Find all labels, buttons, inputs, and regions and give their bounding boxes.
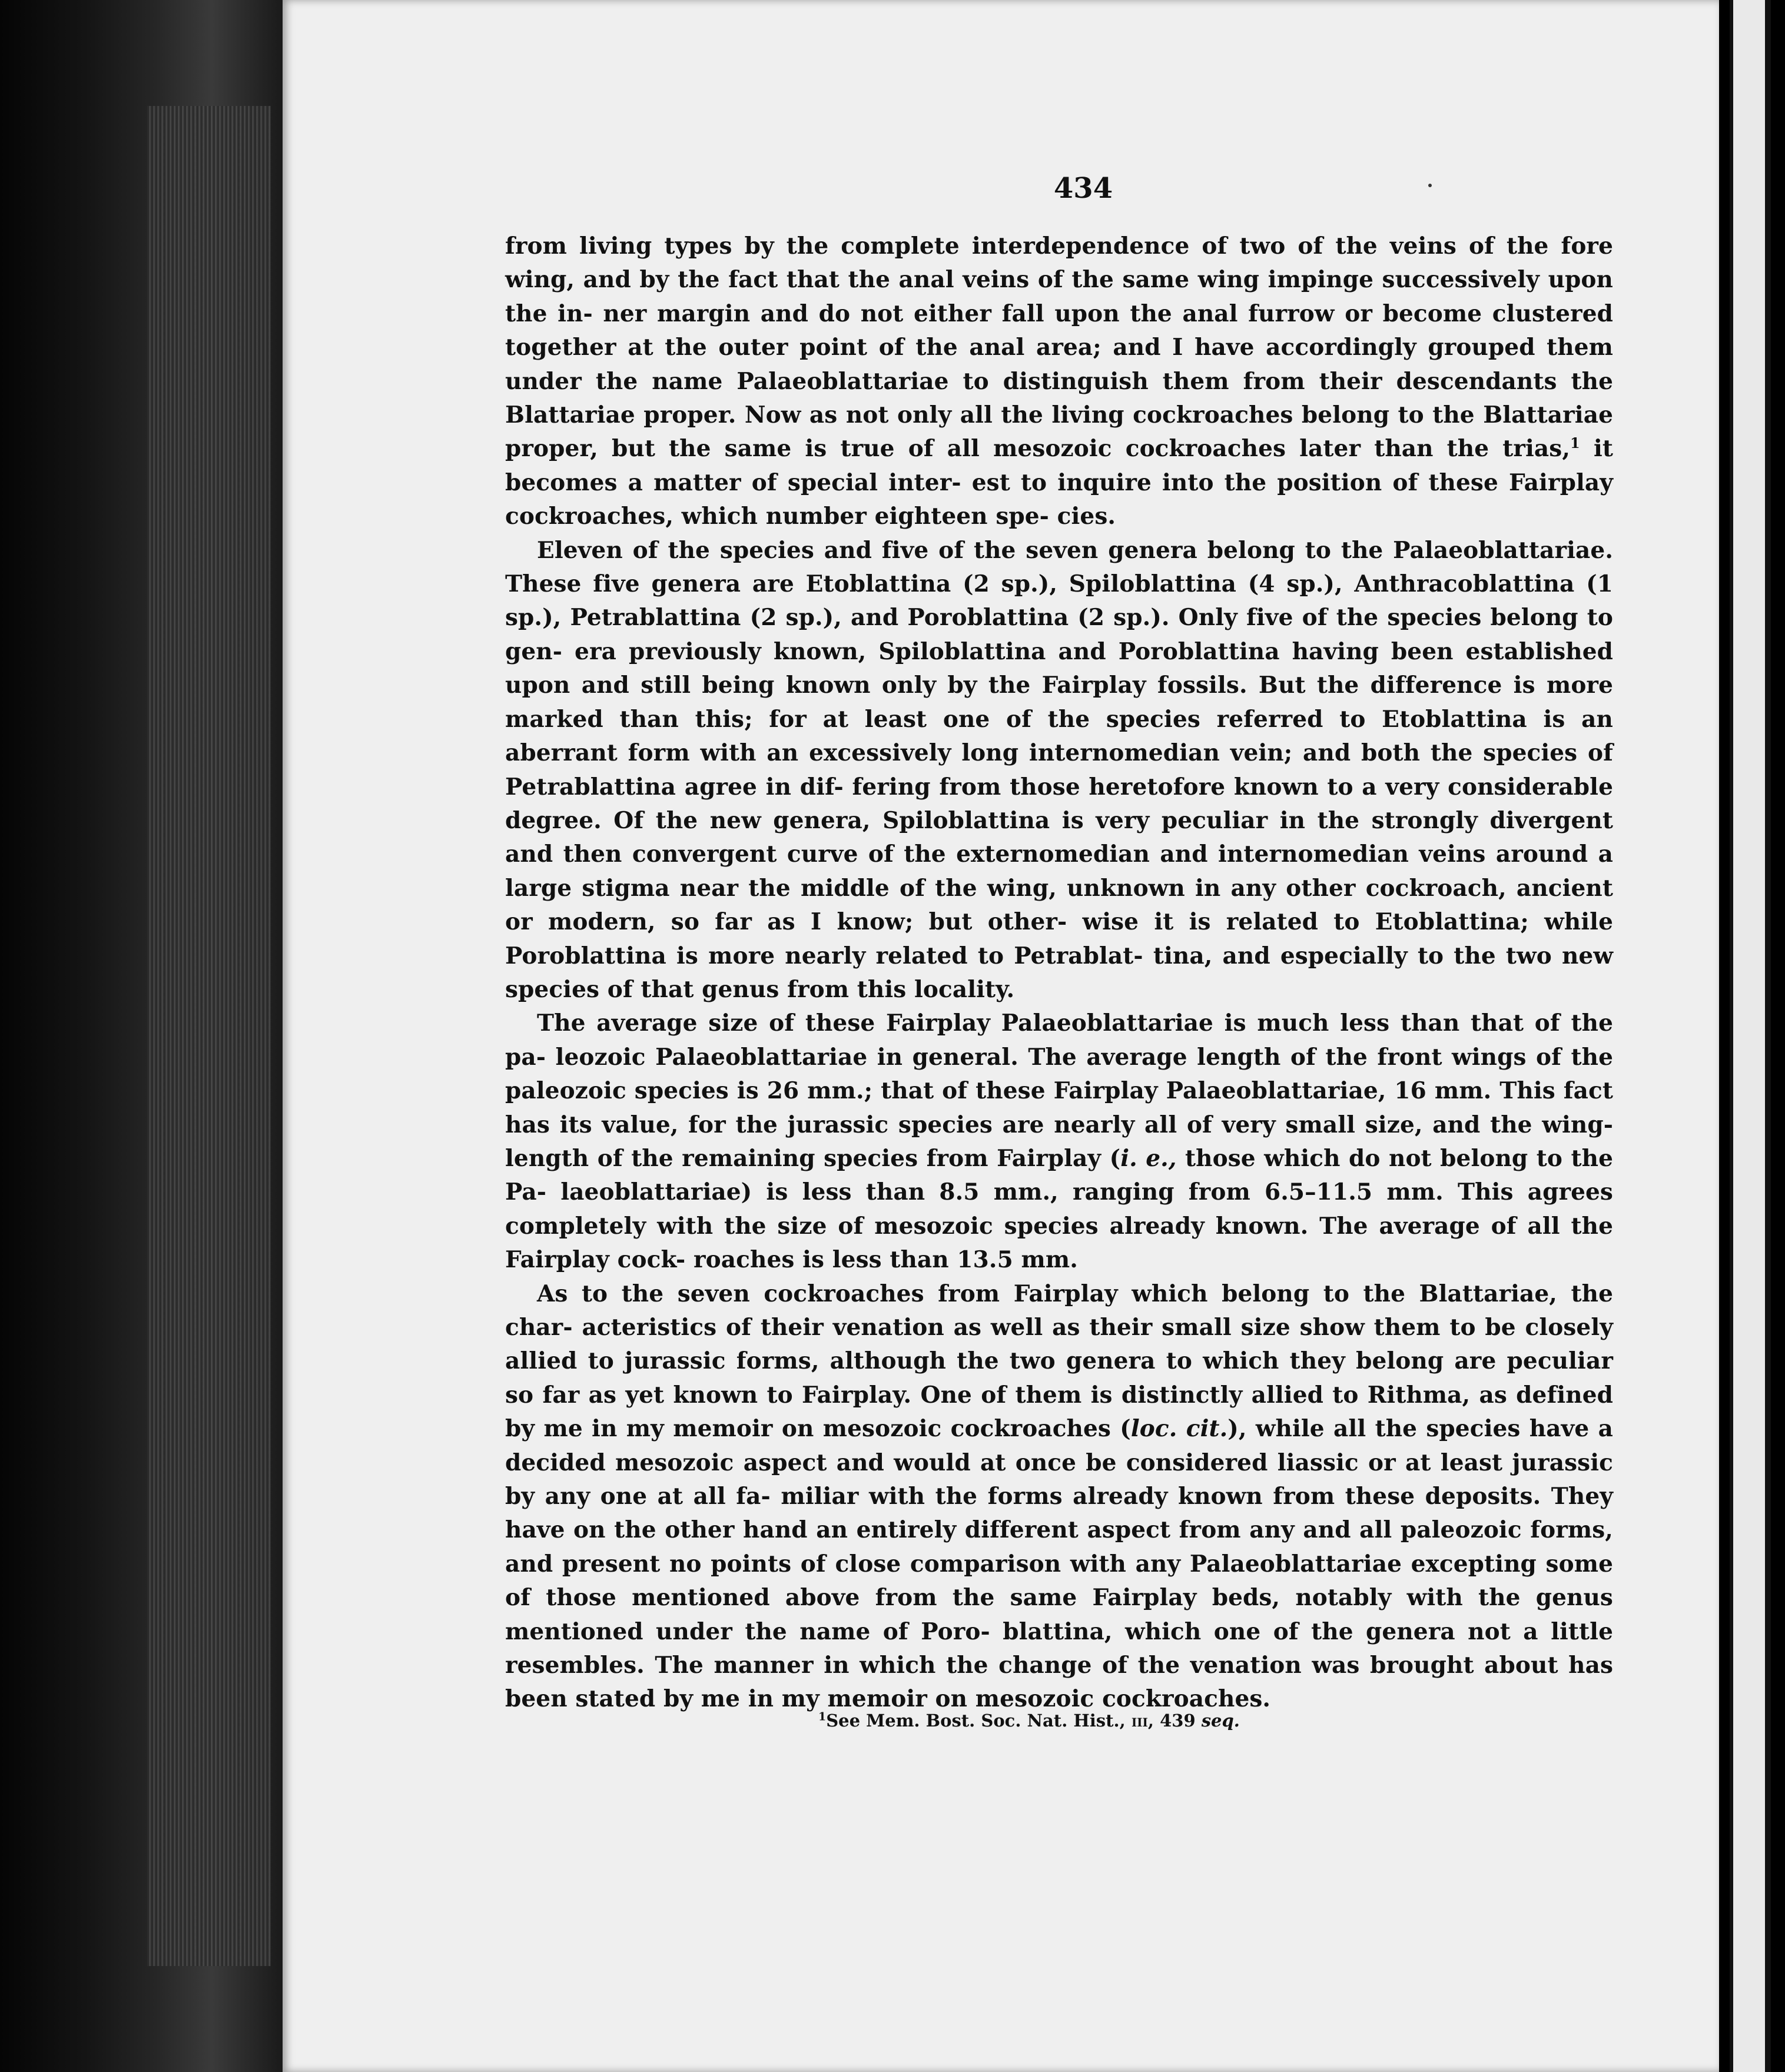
text-line: wing, unknown in any other cockroach, ancient or modern, so far as I know; but other- bbox=[505, 874, 1613, 936]
text-line: fering from those heretofore known to a very considerable degree. Of the new genera, bbox=[505, 773, 1613, 834]
text-line: of the venation was brought about has been stated by me in my memoir on mesozoic bbox=[505, 1652, 1613, 1713]
text-line: those which do not belong to the Pa- bbox=[505, 1144, 1613, 1206]
text-line: with the size of mesozoic species already known. The average of all the Fairplay cock- bbox=[505, 1212, 1613, 1274]
text-line: These five genera are Etoblattina (2 sp.), Spiloblattina (4 sp.), Anthracoblattina (1 sp.), bbox=[505, 570, 1613, 632]
paragraph-2 bbox=[505, 534, 1613, 1007]
footnote bbox=[818, 1711, 1407, 1731]
text-line: roaches is less than 13.5 mm. bbox=[694, 1246, 1078, 1274]
page-number: 434 bbox=[1053, 172, 1113, 205]
text-line: leozoic Palaeoblattariae in general. The average length of the front wings of the bbox=[555, 1043, 1613, 1071]
text-line: era previously known, Spiloblattina and Poroblattina having been established upon and bbox=[505, 637, 1613, 699]
text-line: jurassic forms, although the two genera to which they belong are peculiar so far as yet bbox=[505, 1347, 1613, 1409]
text-line: laeoblattariae) is less than 8.5 mm., ranging from 6.5–11.5 mm. This agrees completely bbox=[505, 1178, 1613, 1240]
text-line: acteristics of their venation as well as their small size show them to be closely allied to bbox=[505, 1314, 1613, 1375]
text-line: aspect and would at once be considered liassic or at least jurassic by any one at all fa- bbox=[505, 1449, 1613, 1510]
text-line: paleozoic species is 26 mm.; that of these Fairplay Palaeoblattariae, 16 mm. This fact bbox=[505, 1077, 1613, 1105]
text-line: has its value, for the jurassic species are nearly all of very small size, and the wing- bbox=[505, 1111, 1613, 1138]
text-line: Petrablattina (2 sp.), and Poroblattina (2 sp.). Only five of the species belong to gen- bbox=[505, 604, 1613, 665]
text-line: known to Fairplay. One of them is distinctly allied to Rithma, as defined by me in my bbox=[505, 1381, 1613, 1443]
footnote-marker: 1 bbox=[1570, 434, 1580, 452]
text-line: blattina, which one of the genera not a little resembles. The manner in which the change bbox=[505, 1618, 1613, 1679]
text-line: length of the remaining species from Fairplay ( bbox=[505, 1144, 1121, 1172]
text-line: as not only all the living cockroaches belong to the Blattariae proper, but the same is bbox=[505, 401, 1613, 463]
text-line: memoir on mesozoic cockroaches ( bbox=[673, 1415, 1131, 1443]
footnote-seq: seq. bbox=[1201, 1711, 1240, 1731]
paragraph-4 bbox=[505, 1277, 1613, 1716]
text-line: this; for at least one of the species referred to Etoblattina is an aberrant form with an bbox=[505, 705, 1613, 767]
text-line: excessively long internomedian vein; and both the species of Petrablattina agree in dif- bbox=[505, 739, 1613, 801]
text-line: ner margin and do not either fall upon the anal furrow or become clustered together at bbox=[505, 300, 1613, 361]
text-line: it becomes a matter of special inter- bbox=[505, 435, 1613, 496]
text-line: close comparison with any Palaeoblattariae excepting some of those mentioned above bbox=[505, 1550, 1613, 1612]
text-line: miliar with the forms already known from these deposits. They have on the other hand bbox=[505, 1483, 1613, 1544]
paragraph-3 bbox=[505, 1007, 1613, 1277]
text-line: still being known only by the Fairplay fossils. But the difference is more marked than bbox=[505, 672, 1613, 733]
text-line: cies. bbox=[1057, 503, 1116, 530]
text-line: from living types by the complete interdependence of two of the veins of the fore wing, bbox=[505, 233, 1613, 294]
italic-text: i. e., bbox=[1120, 1144, 1177, 1172]
text-line: Palaeoblattariae to distinguish them from their descendants the Blattariae proper. Now bbox=[505, 367, 1613, 429]
text-line: ), while all the species have a decided mesozoic bbox=[505, 1415, 1613, 1476]
text-line: from the same Fairplay beds, notably with the genus mentioned under the name of Poro- bbox=[505, 1584, 1613, 1645]
text-line: true of all mesozoic cockroaches later than the trias, bbox=[840, 435, 1571, 463]
text-line: As to the seven cockroaches from Fairplay which belong to the Blattariae, the char- bbox=[505, 1280, 1613, 1341]
body-text bbox=[505, 230, 1613, 1716]
footnote-volume: iii bbox=[1131, 1711, 1148, 1731]
text-line: est to inquire into the position of these Fairplay cockroaches, which number eighteen spe- bbox=[505, 469, 1613, 530]
text-line: tina, and especially to the two new species of that genus from this locality. bbox=[505, 942, 1613, 1003]
paragraph-1 bbox=[505, 230, 1613, 534]
text-line: The average size of these Fairplay Palaeoblattariae is much less than that of the pa- bbox=[505, 1010, 1613, 1071]
text-line: an entirely different aspect from any and all paleozoic forms, and present no points of bbox=[505, 1516, 1613, 1578]
page-edges bbox=[147, 106, 271, 1966]
footnote-text: See Mem. Bost. Soc. Nat. Hist., bbox=[826, 1711, 1132, 1731]
footnote-number: 1 bbox=[818, 1710, 827, 1724]
text-line: Spiloblattina is very peculiar in the strongly divergent and then convergent curve of the bbox=[505, 806, 1613, 868]
footnote-pages: , 439 bbox=[1147, 1711, 1202, 1731]
text-line: the outer point of the anal area; and I have accordingly grouped them under the name bbox=[505, 334, 1613, 395]
text-line: cockroaches. bbox=[1102, 1685, 1271, 1713]
adjacent-page-edge bbox=[1719, 0, 1785, 2072]
italic-text: loc. cit. bbox=[1130, 1415, 1228, 1443]
text-line: wise it is related to Etoblattina; while Poroblattina is more nearly related to Petrablat- bbox=[505, 908, 1613, 969]
text-line: and by the fact that the anal veins of the same wing impinge successively upon the in- bbox=[505, 266, 1613, 327]
text-line: externomedian and internomedian veins around a large stigma near the middle of the bbox=[505, 841, 1613, 902]
text-line: Eleven of the species and five of the seven genera belong to the Palaeoblattariae. bbox=[537, 536, 1613, 564]
